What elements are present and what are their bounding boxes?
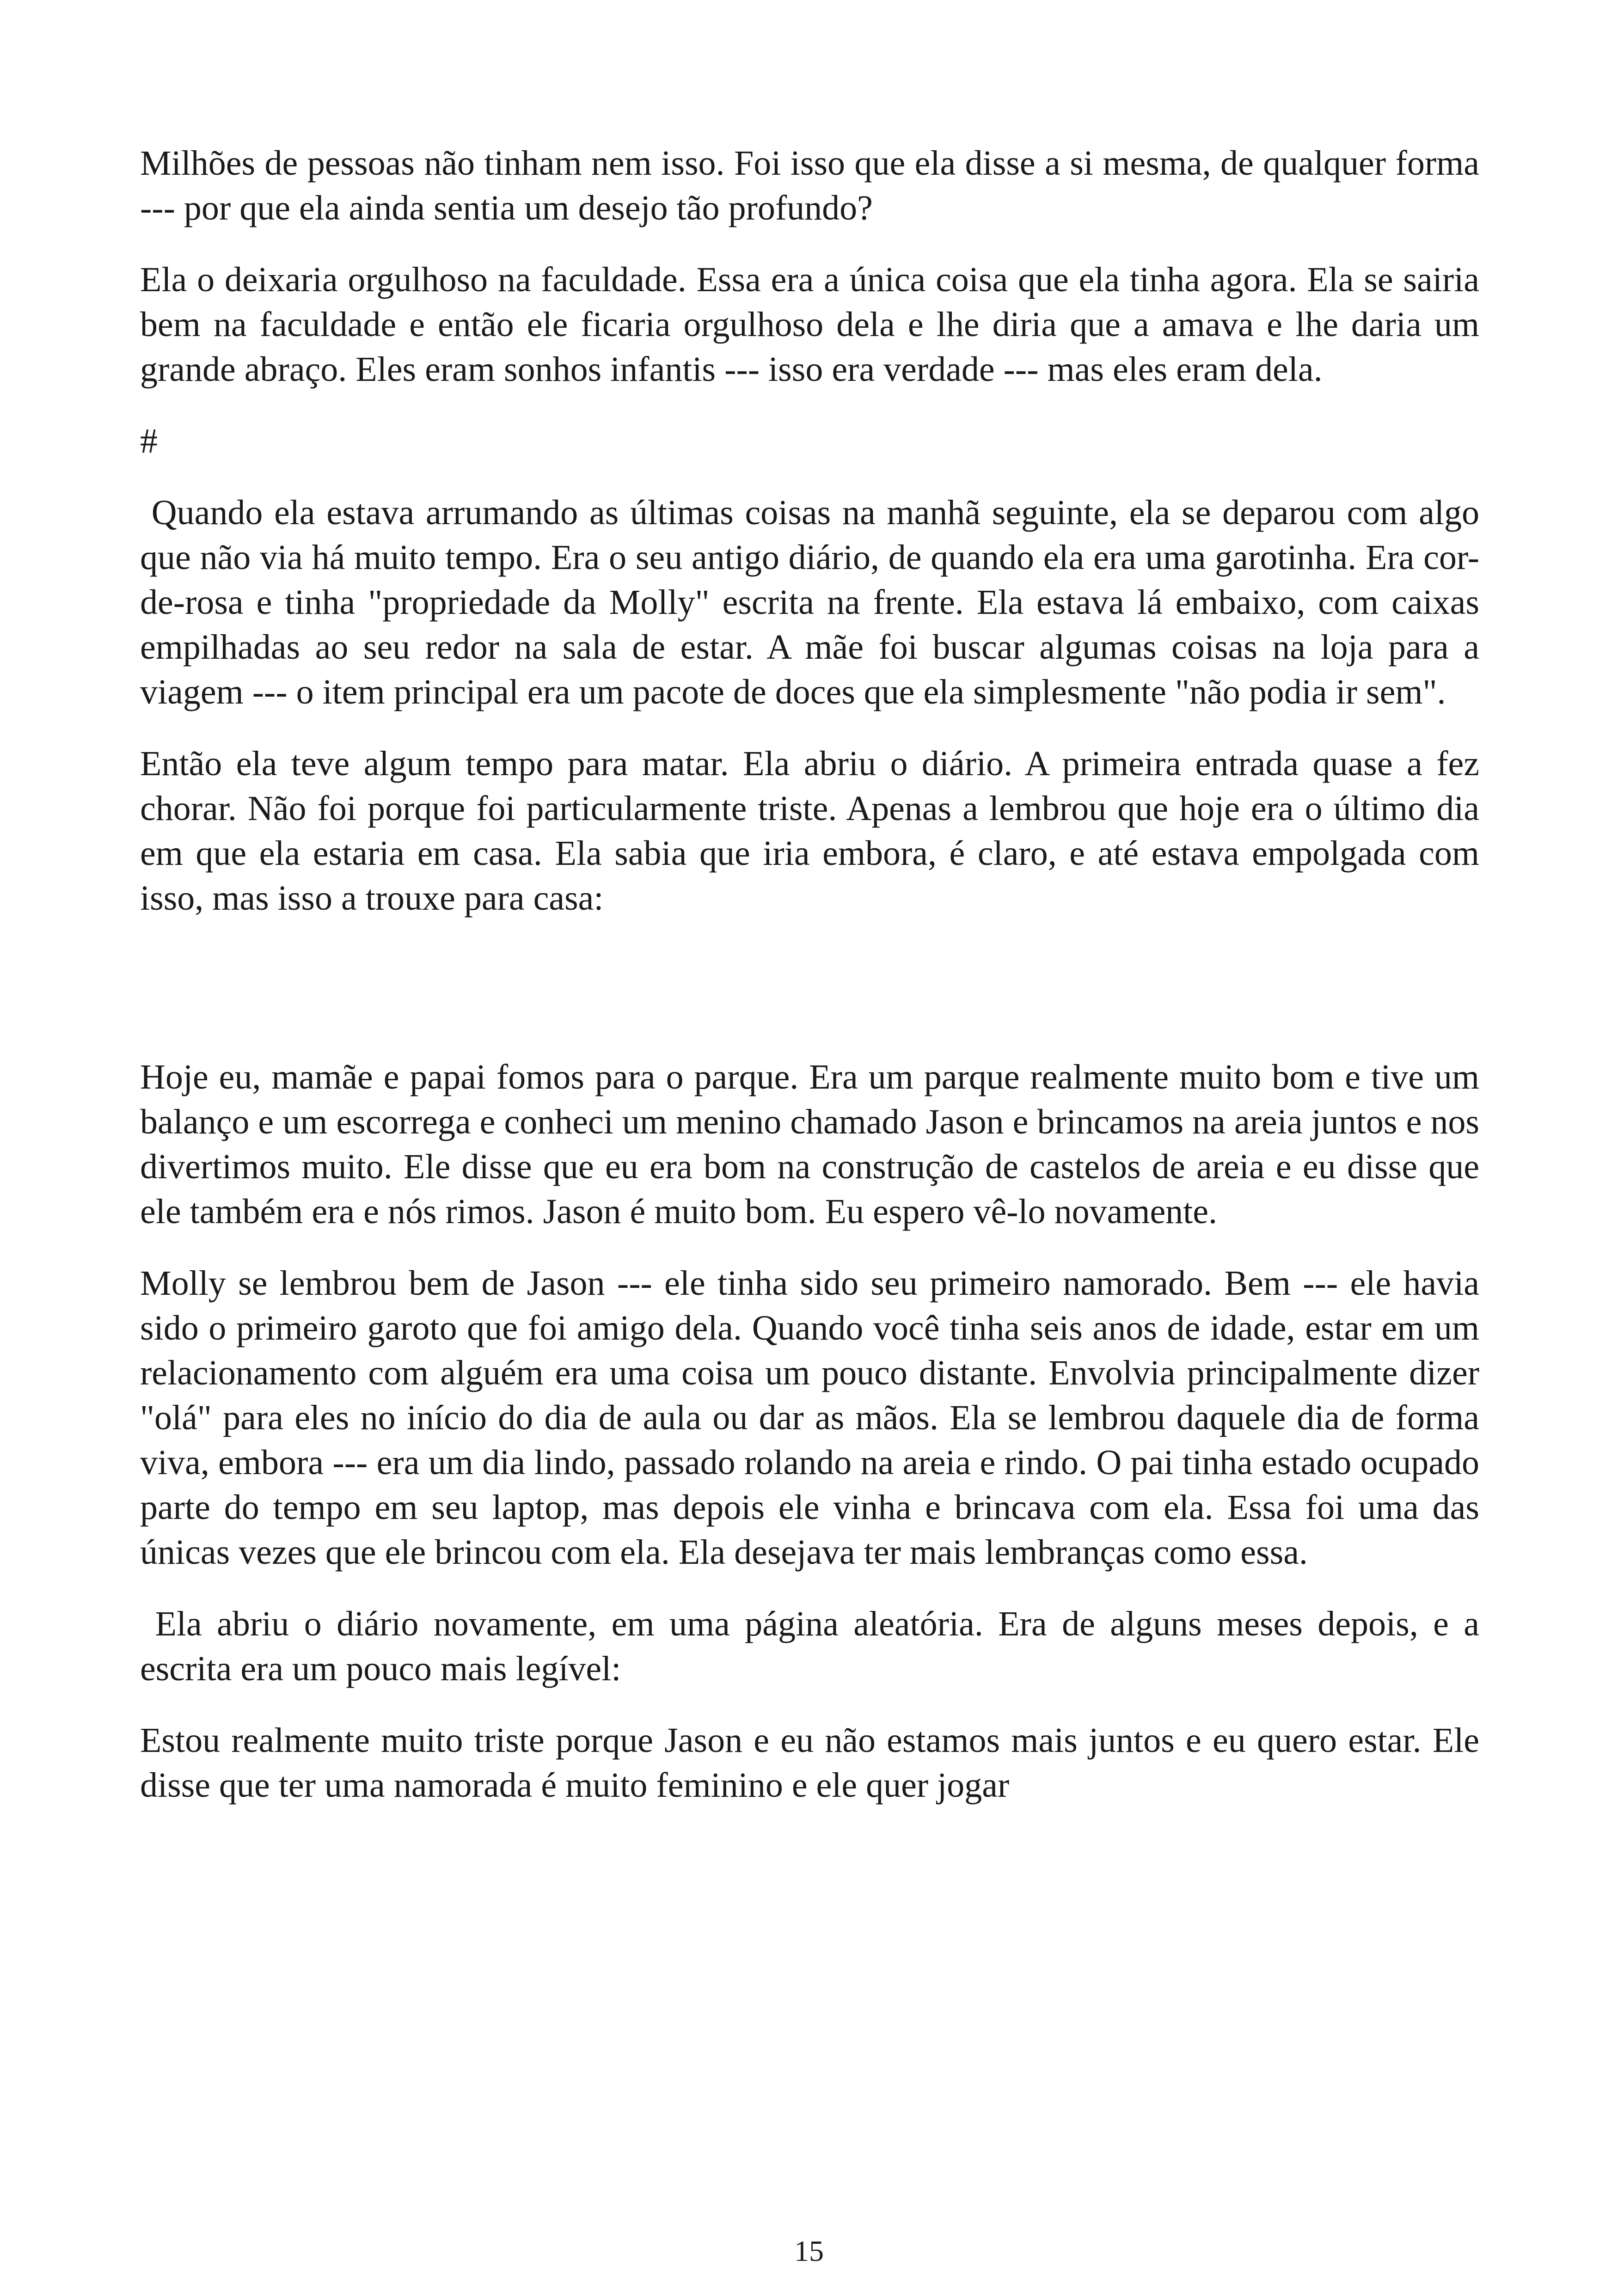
paragraph: Então ela teve algum tempo para matar. Ela abriu o diário. A primeira entrada quase a fez chorar. Não foi porque foi particularmente triste. Apenas a lembrou que hoje era o último dia em que ela estaria em casa. Ela sabia que iria embora, é claro, e até estava empolgada com isso, mas isso a trouxe para casa:	[140, 744, 1488, 918]
page-number: 15	[794, 2235, 824, 2267]
paragraph: Ela o deixaria orgulhoso na faculdade. Essa era a única coisa que ela tinha agora. Ela se sairia bem na faculdade e então ele ficaria orgulhoso dela e lhe diria que a amava e lhe daria um grande abraço. Eles eram sonhos infantis --- isso era verdade --- mas eles eram dela.	[140, 260, 1488, 389]
diary-entry: Hoje eu, mamãe e papai fomos para o parque. Era um parque realmente muito bom e tive um balanço e um escorrega e conheci um menino chamado Jason e brincamos na areia juntos e nos divertimos muito. Ele disse que eu era bom na construção de castelos de areia e eu disse que ele também era e nós rimos. Jason é muito bom. Eu espero vê-lo novamente.	[140, 1058, 1488, 1231]
body-text	[140, 141, 1489, 1808]
section-break: #	[140, 422, 158, 460]
diary-entry: Estou realmente muito triste porque Jason e eu não estamos mais juntos e eu quero estar. Ele disse que ter uma namorada é muito feminino e ele quer jogar	[140, 1721, 1488, 1805]
paragraph: Quando ela estava arrumando as últimas coisas na manhã seguinte, ela se deparou com algo que não via há muito tempo. Era o seu antigo diário, de quando ela era uma garotinha. Era cor-de-rosa e tinha "propriedade da Molly" escrita na frente. Ela estava lá embaixo, com caixas empilhadas ao seu redor na sala de estar. A mãe foi buscar algumas coisas na loja para a viagem --- o item principal era um pacote de doces que ela simplesmente "não podia ir sem".	[140, 493, 1488, 711]
paragraph: Ela abriu o diário novamente, em uma página aleatória. Era de alguns meses depois, e a escrita era um pouco mais legível:	[140, 1604, 1489, 1688]
paragraph: Milhões de pessoas não tinham nem isso. Foi isso que ela disse a si mesma, de qualquer forma --- por que ela ainda sentia um desejo tão profundo?	[140, 144, 1488, 227]
paragraph: Molly se lembrou bem de Jason --- ele tinha sido seu primeiro namorado. Bem --- ele havia sido o primeiro garoto que foi amigo dela. Quando você tinha seis anos de idade, estar em um relacionamento com alguém era uma coisa um pouco distante. Envolvia principalmente dizer "olá" para eles no início do dia de aula ou dar as mãos. Ela se lembrou daquele dia de forma viva, embora --- era um dia lindo, passado rolando na areia e rindo. O pai tinha estado ocupado parte do tempo em seu laptop, mas depois ele vinha e brincava com ela. Essa foi uma das únicas vezes que ele brincou com ela. Ela desejava ter mais lembranças como essa.	[140, 1264, 1488, 1572]
